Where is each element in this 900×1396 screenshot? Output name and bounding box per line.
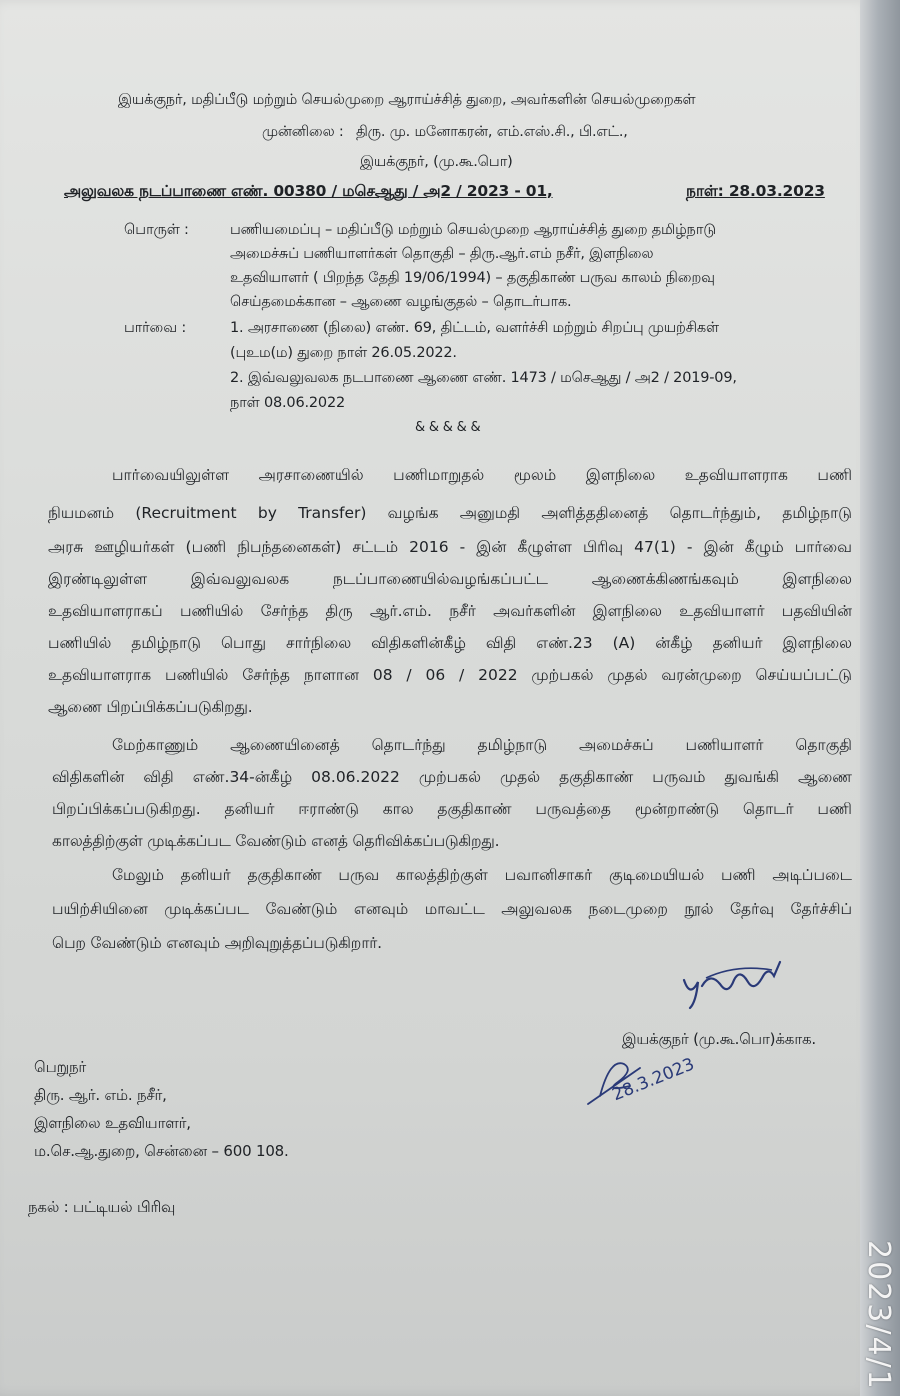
body-paragraph-3-line: பெற வேண்டும் எனவும் அறிவுறுத்தப்படுகிறார். [52,934,382,952]
order-date: நாள்: 28.03.2023 [686,182,825,200]
body-paragraph-1-line: அரசு ஊழியர்கள் (பணி நிபந்தனைகள்) சட்டம் 2016 - இன் கீழுள்ள பிரிவு 47(1) - இன் கீழும் பார்வை [48,538,852,556]
body-paragraph-2-line: காலத்திற்குள் முடிக்கப்பட வேண்டும் எனத் தெரிவிக்கப்படுகிறது. [52,832,500,850]
recipient-label: பெறுநர் [34,1058,87,1076]
handwritten-date-initials [570,1038,710,1110]
department-heading: இயக்குநர், மதிப்பீடு மற்றும் செயல்முறை ஆராய்ச்சித் துறை, அவர்களின் செயல்முறைகள் [118,92,696,108]
reference-line: நாள் 08.06.2022 [230,395,345,411]
order-number: அலுவலக நடப்பாணை எண். 00380 / மசெஆது / அ2 / 2023 - 01, [64,182,553,200]
recipient-line: இளநிலை உதவியாளர், [34,1114,191,1132]
body-paragraph-1-line: உதவியாளராக பணியில் சேர்ந்த நாளான 08 / 06 / 2022 முற்பகல் முதல் வரன்முறை செய்யப்பட்டு [48,666,852,684]
body-paragraph-1-line: ஆணை பிறப்பிக்கப்படுகிறது. [48,698,253,716]
photo-background-edge [860,0,900,1396]
reference-line: (புஉம(ம) துறை நாள் 26.05.2022. [230,345,457,361]
signed-for: இயக்குநர் (மு.கூ.பொ)க்காக. [622,1030,816,1048]
body-paragraph-2-line: மேற்காணும் ஆணையினைத் தொடர்ந்து தமிழ்நாடு அமைச்சுப் பணியாளர் தொகுதி [112,736,852,754]
reference-line: 2. இவ்வலுவலக நடபாணை ஆணை எண். 1473 / மசெஆது / அ2 / 2019-09, [230,370,737,386]
presence-name: திரு. மு. மனோகரன், எம்.எஸ்.சி., பி.எட்., [356,124,628,140]
copy-to: நகல் : பட்டியல் பிரிவு [28,1198,176,1216]
body-paragraph-3-line: பயிற்சியினை முடிக்கப்பட வேண்டும் எனவும் மாவட்ட அலுவலக நடைமுறை நூல் தேர்வு தேர்ச்சிப் [52,900,852,918]
photo-timestamp: 2023/4/1 [861,1240,896,1391]
reference-label: பார்வை : [124,320,187,336]
body-paragraph-2-line: பிறப்பிக்கப்படுகிறது. தனியர் ஈராண்டு கால தகுதிகாண் பருவத்தை மூன்றாண்டு தொடர் பணி [52,800,852,818]
body-paragraph-1-line: பார்வையிலுள்ள அரசாணையில் பணிமாறுதல் மூலம் இளநிலை உதவியாளராக பணி [112,466,852,484]
body-paragraph-1-line: உதவியாளராகப் பணியில் சேர்ந்த திரு ஆர்.எம். நசீர் அவர்களின் இளநிலை உதவியாளர் பதவியின் [48,602,852,620]
reference-line: 1. அரசாணை (நிலை) எண். 69, திட்டம், வளர்ச்சி மற்றும் சிறப்பு முயற்சிகள் [230,320,719,336]
recipient-line: ம.செ.ஆ.துறை, சென்னை – 600 108. [34,1142,289,1160]
subject-line: செய்தமைக்கான – ஆணை வழங்குதல் – தொடர்பாக. [230,294,572,310]
handwritten-date: 28.3.2023 [609,1054,698,1106]
presence-designation: இயக்குநர், (மு.கூ.பொ) [360,154,513,170]
body-paragraph-3-line: மேலும் தனியர் தகுதிகாண் பருவ காலத்திற்குள் பவானிசாகர் குடிமையியல் பணி அடிப்படை [112,866,852,884]
body-paragraph-1-line: இரண்டிலுள்ள இவ்வலுவலக நடப்பாணையில்வழங்கப்பட்ட ஆணைக்கிணங்கவும் இளநிலை [48,570,852,588]
subject-line: அமைச்சுப் பணியாளர்கள் தொகுதி – திரு.ஆர்.எம் நசீர், இளநிலை [230,246,654,262]
subject-line: பணியமைப்பு – மதிப்பீடு மற்றும் செயல்முறை ஆராய்ச்சித் துறை தமிழ்நாடு [230,222,716,238]
body-paragraph-1-line: நியமனம் (Recruitment by Transfer) வழங்க அனுமதி அளித்ததினைத் தொடர்ந்தும், தமிழ்நாடு [48,504,852,522]
presence-label: முன்னிலை : [262,124,344,140]
signature-scribble [676,942,786,1012]
section-separator: & & & & & [415,420,481,435]
body-paragraph-1-line: பணியில் தமிழ்நாடு பொது சார்நிலை விதிகளின்கீழ் விதி எண்.23 (A) ன்கீழ் தனியர் இளநிலை [48,634,852,652]
subject-label: பொருள் : [124,222,189,238]
subject-line: உதவியாளர் ( பிறந்த தேதி 19/06/1994) – தகுதிகாண் பருவ காலம் நிறைவு [230,270,715,286]
recipient-line: திரு. ஆர். எம். நசீர், [34,1086,167,1104]
body-paragraph-2-line: விதிகளின் விதி எண்.34-ன்கீழ் 08.06.2022 முற்பகல் முதல் தகுதிகாண் பருவம் துவங்கி ஆணை [52,768,852,786]
